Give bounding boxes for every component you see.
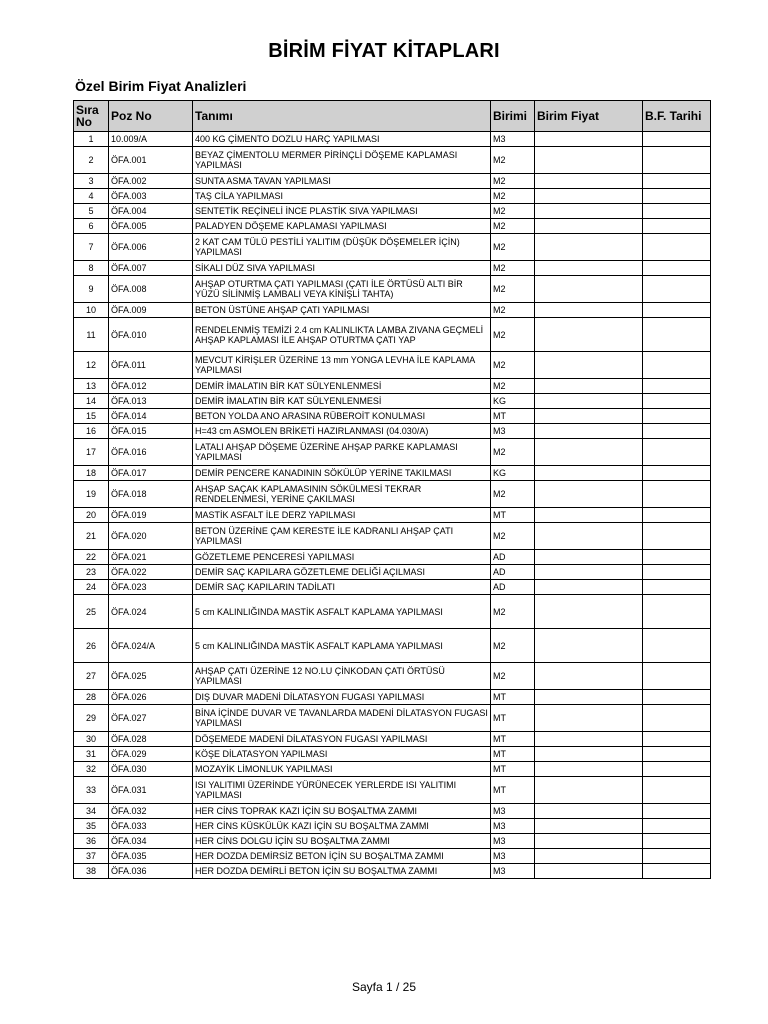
cell-tanimi: DIŞ DUVAR MADENİ DİLATASYON FUGASI YAPILMASI (193, 690, 491, 705)
cell-bf-tarihi (643, 508, 711, 523)
table-row (74, 439, 711, 466)
cell-birim-fiyat (535, 690, 643, 705)
cell-birimi: M2 (491, 595, 535, 629)
table-row (74, 565, 711, 580)
cell-poz-no: ÖFA.011 (109, 352, 193, 379)
table-row (74, 804, 711, 819)
section-subtitle: Özel Birim Fiyat Analizleri (75, 78, 247, 94)
cell-tanimi: PALADYEN DÖŞEME KAPLAMASI YAPILMASI (193, 219, 491, 234)
cell-birimi: M2 (491, 174, 535, 189)
cell-bf-tarihi (643, 189, 711, 204)
table-row (74, 523, 711, 550)
table-row (74, 303, 711, 318)
cell-birimi: M2 (491, 189, 535, 204)
cell-birimi: M2 (491, 523, 535, 550)
cell-birimi: MT (491, 762, 535, 777)
table-row (74, 508, 711, 523)
table-row (74, 629, 711, 663)
cell-sira-no: 37 (74, 849, 109, 864)
cell-bf-tarihi (643, 705, 711, 732)
cell-sira-no: 2 (74, 147, 109, 174)
cell-bf-tarihi (643, 819, 711, 834)
cell-poz-no: ÖFA.036 (109, 864, 193, 879)
cell-tanimi: AHŞAP SAÇAK KAPLAMASININ SÖKÜLMESİ TEKRAR RENDELENMESİ, YERİNE ÇAKILMASI (193, 481, 491, 508)
cell-bf-tarihi (643, 849, 711, 864)
cell-poz-no: ÖFA.021 (109, 550, 193, 565)
cell-bf-tarihi (643, 747, 711, 762)
cell-sira-no: 3 (74, 174, 109, 189)
table-row (74, 379, 711, 394)
cell-bf-tarihi (643, 732, 711, 747)
cell-sira-no: 4 (74, 189, 109, 204)
cell-sira-no: 6 (74, 219, 109, 234)
cell-tanimi: MOZAYİK LİMONLUK YAPILMASI (193, 762, 491, 777)
cell-poz-no: ÖFA.013 (109, 394, 193, 409)
table-row (74, 777, 711, 804)
cell-sira-no: 30 (74, 732, 109, 747)
cell-tanimi: H=43 cm ASMOLEN BRİKETİ HAZIRLANMASI (04.030/A) (193, 424, 491, 439)
cell-birim-fiyat (535, 219, 643, 234)
table-row (74, 394, 711, 409)
cell-tanimi: BİNA İÇİNDE DUVAR VE TAVANLARDA MADENİ DİLATASYON FUGASI YAPILMASI (193, 705, 491, 732)
cell-tanimi: 400 KG ÇİMENTO DOZLU HARÇ YAPILMASI (193, 132, 491, 147)
cell-tanimi: DÖŞEMEDE MADENİ DİLATASYON FUGASI YAPILMASI (193, 732, 491, 747)
cell-poz-no: ÖFA.019 (109, 508, 193, 523)
table-row (74, 705, 711, 732)
cell-bf-tarihi (643, 261, 711, 276)
cell-poz-no: ÖFA.035 (109, 849, 193, 864)
cell-birimi: M2 (491, 303, 535, 318)
table-row (74, 834, 711, 849)
cell-bf-tarihi (643, 234, 711, 261)
cell-tanimi: DEMİR SAÇ KAPILARA GÖZETLEME DELİĞİ AÇILMASI (193, 565, 491, 580)
cell-poz-no: ÖFA.023 (109, 580, 193, 595)
cell-birimi: M3 (491, 804, 535, 819)
cell-tanimi: HER CİNS KÜSKÜLÜK KAZI İÇİN SU BOŞALTMA ZAMMI (193, 819, 491, 834)
cell-birim-fiyat (535, 747, 643, 762)
cell-birim-fiyat (535, 303, 643, 318)
cell-sira-no: 15 (74, 409, 109, 424)
cell-tanimi: ISI YALITIMI ÜZERİNDE YÜRÜNECEK YERLERDE ISI YALITIMI YAPILMASI (193, 777, 491, 804)
cell-bf-tarihi (643, 303, 711, 318)
cell-sira-no: 21 (74, 523, 109, 550)
cell-bf-tarihi (643, 394, 711, 409)
cell-birim-fiyat (535, 523, 643, 550)
cell-birim-fiyat (535, 147, 643, 174)
cell-birimi: MT (491, 777, 535, 804)
cell-birimi: M3 (491, 849, 535, 864)
cell-tanimi: SİKALI DÜZ SIVA YAPILMASI (193, 261, 491, 276)
cell-birim-fiyat (535, 629, 643, 663)
cell-birimi: M2 (491, 439, 535, 466)
cell-bf-tarihi (643, 439, 711, 466)
cell-poz-no: ÖFA.014 (109, 409, 193, 424)
cell-birim-fiyat (535, 777, 643, 804)
cell-bf-tarihi (643, 777, 711, 804)
table-row (74, 147, 711, 174)
cell-bf-tarihi (643, 466, 711, 481)
cell-poz-no: ÖFA.020 (109, 523, 193, 550)
cell-birim-fiyat (535, 819, 643, 834)
cell-sira-no: 17 (74, 439, 109, 466)
col-header-tanimi: Tanımı (193, 101, 491, 132)
cell-tanimi: BETON ÜZERİNE ÇAM KERESTE İLE KADRANLI AHŞAP ÇATI YAPILMASI (193, 523, 491, 550)
table-row (74, 747, 711, 762)
table-row (74, 732, 711, 747)
cell-poz-no: ÖFA.030 (109, 762, 193, 777)
table-row (74, 762, 711, 777)
cell-sira-no: 18 (74, 466, 109, 481)
cell-poz-no: ÖFA.010 (109, 318, 193, 352)
cell-sira-no: 16 (74, 424, 109, 439)
cell-sira-no: 8 (74, 261, 109, 276)
cell-bf-tarihi (643, 352, 711, 379)
cell-sira-no: 10 (74, 303, 109, 318)
cell-birimi: M3 (491, 864, 535, 879)
document-title: BİRİM FİYAT KİTAPLARI (268, 40, 500, 62)
cell-poz-no: ÖFA.022 (109, 565, 193, 580)
cell-sira-no: 14 (74, 394, 109, 409)
cell-poz-no: ÖFA.029 (109, 747, 193, 762)
cell-birimi: M2 (491, 234, 535, 261)
cell-birim-fiyat (535, 705, 643, 732)
cell-bf-tarihi (643, 219, 711, 234)
cell-birimi: KG (491, 466, 535, 481)
cell-tanimi: DEMİR PENCERE KANADININ SÖKÜLÜP YERİNE TAKILMASI (193, 466, 491, 481)
cell-birimi: MT (491, 732, 535, 747)
cell-tanimi: BETON YOLDA ANO ARASINA RÜBEROİT KONULMASI (193, 409, 491, 424)
cell-birimi: M2 (491, 663, 535, 690)
table-row (74, 864, 711, 879)
cell-birimi: MT (491, 747, 535, 762)
cell-sira-no: 33 (74, 777, 109, 804)
cell-poz-no: ÖFA.007 (109, 261, 193, 276)
cell-birimi: M2 (491, 261, 535, 276)
cell-sira-no: 38 (74, 864, 109, 879)
cell-sira-no: 35 (74, 819, 109, 834)
table-row (74, 132, 711, 147)
table-row (74, 219, 711, 234)
cell-birimi: M2 (491, 219, 535, 234)
cell-sira-no: 29 (74, 705, 109, 732)
cell-poz-no: ÖFA.018 (109, 481, 193, 508)
cell-birim-fiyat (535, 352, 643, 379)
table-row (74, 276, 711, 303)
cell-bf-tarihi (643, 523, 711, 550)
cell-birim-fiyat (535, 379, 643, 394)
cell-bf-tarihi (643, 690, 711, 705)
cell-birimi: M2 (491, 481, 535, 508)
cell-tanimi: DEMİR İMALATIN BİR KAT SÜLYENLENMESİ (193, 394, 491, 409)
cell-birimi: AD (491, 550, 535, 565)
col-header-birimi: Birimi (491, 101, 535, 132)
cell-birim-fiyat (535, 481, 643, 508)
cell-bf-tarihi (643, 276, 711, 303)
cell-bf-tarihi (643, 379, 711, 394)
cell-tanimi: DEMİR SAÇ KAPILARIN TADİLATI (193, 580, 491, 595)
cell-bf-tarihi (643, 174, 711, 189)
cell-tanimi: AHŞAP OTURTMA ÇATI YAPILMASI (ÇATI İLE ÖRTÜSÜ ALTI BİR YÜZÜ SİLİNMİŞ LAMBALI VEYA KİNİŞLİ TAHTA) (193, 276, 491, 303)
cell-sira-no: 1 (74, 132, 109, 147)
cell-birimi: MT (491, 508, 535, 523)
cell-birim-fiyat (535, 174, 643, 189)
table-row (74, 174, 711, 189)
col-header-sira-no: Sıra No (74, 101, 109, 132)
cell-birimi: MT (491, 690, 535, 705)
cell-birimi: AD (491, 580, 535, 595)
cell-sira-no: 19 (74, 481, 109, 508)
table-row (74, 690, 711, 705)
cell-bf-tarihi (643, 834, 711, 849)
cell-birimi: M2 (491, 276, 535, 303)
cell-poz-no: ÖFA.025 (109, 663, 193, 690)
cell-tanimi: MASTİK ASFALT İLE DERZ YAPILMASI (193, 508, 491, 523)
cell-birimi: M2 (491, 352, 535, 379)
cell-poz-no: ÖFA.005 (109, 219, 193, 234)
cell-birim-fiyat (535, 804, 643, 819)
cell-birim-fiyat (535, 261, 643, 276)
cell-birimi: M3 (491, 424, 535, 439)
cell-bf-tarihi (643, 595, 711, 629)
table-row (74, 481, 711, 508)
cell-birim-fiyat (535, 132, 643, 147)
cell-birimi: M3 (491, 834, 535, 849)
cell-sira-no: 22 (74, 550, 109, 565)
cell-birimi: M3 (491, 132, 535, 147)
cell-poz-no: ÖFA.012 (109, 379, 193, 394)
cell-sira-no: 9 (74, 276, 109, 303)
cell-sira-no: 32 (74, 762, 109, 777)
cell-birimi: KG (491, 394, 535, 409)
table-row (74, 580, 711, 595)
table-row (74, 819, 711, 834)
cell-birimi: M2 (491, 379, 535, 394)
cell-birim-fiyat (535, 565, 643, 580)
cell-poz-no: ÖFA.024 (109, 595, 193, 629)
cell-poz-no: ÖFA.031 (109, 777, 193, 804)
cell-tanimi: SENTETİK REÇİNELİ İNCE PLASTİK SIVA YAPILMASI (193, 204, 491, 219)
cell-bf-tarihi (643, 580, 711, 595)
cell-bf-tarihi (643, 147, 711, 174)
cell-bf-tarihi (643, 629, 711, 663)
cell-birim-fiyat (535, 394, 643, 409)
cell-poz-no: 10.009/A (109, 132, 193, 147)
cell-bf-tarihi (643, 663, 711, 690)
cell-poz-no: ÖFA.003 (109, 189, 193, 204)
col-header-poz-no: Poz No (109, 101, 193, 132)
table-row (74, 550, 711, 565)
cell-bf-tarihi (643, 409, 711, 424)
table-row (74, 261, 711, 276)
cell-bf-tarihi (643, 204, 711, 219)
cell-birim-fiyat (535, 508, 643, 523)
cell-bf-tarihi (643, 565, 711, 580)
cell-tanimi: BETON ÜSTÜNE AHŞAP ÇATI YAPILMASI (193, 303, 491, 318)
table-row (74, 189, 711, 204)
cell-poz-no: ÖFA.004 (109, 204, 193, 219)
cell-birim-fiyat (535, 276, 643, 303)
table-row (74, 318, 711, 352)
cell-poz-no: ÖFA.006 (109, 234, 193, 261)
cell-birimi: MT (491, 705, 535, 732)
cell-sira-no: 13 (74, 379, 109, 394)
cell-birim-fiyat (535, 762, 643, 777)
cell-bf-tarihi (643, 424, 711, 439)
cell-tanimi: HER DOZDA DEMİRLİ BETON İÇİN SU BOŞALTMA ZAMMI (193, 864, 491, 879)
cell-birim-fiyat (535, 580, 643, 595)
cell-birim-fiyat (535, 864, 643, 879)
cell-poz-no: ÖFA.009 (109, 303, 193, 318)
cell-sira-no: 7 (74, 234, 109, 261)
cell-birimi: M3 (491, 819, 535, 834)
cell-sira-no: 36 (74, 834, 109, 849)
cell-tanimi: TAŞ CİLA YAPILMASI (193, 189, 491, 204)
cell-poz-no: ÖFA.017 (109, 466, 193, 481)
cell-birim-fiyat (535, 234, 643, 261)
cell-tanimi: AHŞAP ÇATI ÜZERİNE 12 NO.LU ÇİNKODAN ÇATI ÖRTÜSÜ YAPILMASI (193, 663, 491, 690)
cell-poz-no: ÖFA.028 (109, 732, 193, 747)
cell-sira-no: 25 (74, 595, 109, 629)
cell-poz-no: ÖFA.001 (109, 147, 193, 174)
cell-sira-no: 26 (74, 629, 109, 663)
cell-birim-fiyat (535, 550, 643, 565)
cell-poz-no: ÖFA.015 (109, 424, 193, 439)
cell-sira-no: 12 (74, 352, 109, 379)
cell-birim-fiyat (535, 732, 643, 747)
cell-tanimi: HER CİNS TOPRAK KAZI İÇİN SU BOŞALTMA ZAMMI (193, 804, 491, 819)
cell-bf-tarihi (643, 481, 711, 508)
cell-tanimi: DEMİR İMALATIN BİR KAT SÜLYENLENMESİ (193, 379, 491, 394)
cell-birim-fiyat (535, 189, 643, 204)
cell-poz-no: ÖFA.002 (109, 174, 193, 189)
cell-bf-tarihi (643, 132, 711, 147)
table-row (74, 466, 711, 481)
table-row (74, 352, 711, 379)
cell-poz-no: ÖFA.026 (109, 690, 193, 705)
col-header-birim-fiyat: Birim Fiyat (535, 101, 643, 132)
cell-birimi: M2 (491, 629, 535, 663)
cell-tanimi: RENDELENMİŞ TEMİZİ 2.4 cm KALINLIKTA LAMBA ZIVANA GEÇMELİ AHŞAP KAPLAMASI İLE AHŞAP OTURTMA ÇATI YAP (193, 318, 491, 352)
cell-birim-fiyat (535, 318, 643, 352)
cell-tanimi: 5 cm KALINLIĞINDA MASTİK ASFALT KAPLAMA YAPILMASI (193, 629, 491, 663)
cell-bf-tarihi (643, 318, 711, 352)
price-analysis-table (73, 100, 711, 879)
cell-birim-fiyat (535, 595, 643, 629)
cell-birim-fiyat (535, 663, 643, 690)
table-row (74, 204, 711, 219)
cell-poz-no: ÖFA.033 (109, 819, 193, 834)
cell-bf-tarihi (643, 762, 711, 777)
cell-birim-fiyat (535, 834, 643, 849)
cell-tanimi: MEVCUT KİRİŞLER ÜZERİNE 13 mm YONGA LEVHA İLE KAPLAMA YAPILMASI (193, 352, 491, 379)
cell-tanimi: HER CİNS DOLGU İÇİN SU BOŞALTMA ZAMMI (193, 834, 491, 849)
cell-tanimi: HER DOZDA DEMİRSİZ BETON İÇİN SU BOŞALTMA ZAMMI (193, 849, 491, 864)
table-header-row (74, 101, 711, 132)
cell-poz-no: ÖFA.024/A (109, 629, 193, 663)
cell-sira-no: 31 (74, 747, 109, 762)
cell-birim-fiyat (535, 849, 643, 864)
cell-sira-no: 5 (74, 204, 109, 219)
cell-tanimi: 2 KAT CAM TÜLÜ PESTİLİ YALITIM (DÜŞÜK DÖŞEMELER İÇİN) YAPILMASI (193, 234, 491, 261)
cell-poz-no: ÖFA.008 (109, 276, 193, 303)
cell-birimi: M2 (491, 204, 535, 219)
cell-birimi: M2 (491, 318, 535, 352)
cell-poz-no: ÖFA.034 (109, 834, 193, 849)
cell-poz-no: ÖFA.032 (109, 804, 193, 819)
cell-sira-no: 23 (74, 565, 109, 580)
cell-birim-fiyat (535, 204, 643, 219)
cell-sira-no: 11 (74, 318, 109, 352)
cell-tanimi: 5 cm KALINLIĞINDA MASTİK ASFALT KAPLAMA YAPILMASI (193, 595, 491, 629)
cell-tanimi: KÖŞE DİLATASYON YAPILMASI (193, 747, 491, 762)
cell-tanimi: BEYAZ ÇİMENTOLU MERMER PİRİNÇLİ DÖŞEME KAPLAMASI YAPILMASI (193, 147, 491, 174)
cell-bf-tarihi (643, 804, 711, 819)
page-number: Sayfa 1 / 25 (351, 980, 417, 994)
table-row (74, 409, 711, 424)
table-row (74, 595, 711, 629)
col-header-bf-tarihi: B.F. Tarihi (643, 101, 711, 132)
cell-birim-fiyat (535, 409, 643, 424)
cell-poz-no: ÖFA.016 (109, 439, 193, 466)
table-row (74, 424, 711, 439)
table-row (74, 234, 711, 261)
cell-bf-tarihi (643, 864, 711, 879)
cell-birimi: M2 (491, 147, 535, 174)
cell-tanimi: GÖZETLEME PENCERESİ YAPILMASI (193, 550, 491, 565)
cell-sira-no: 20 (74, 508, 109, 523)
table-row (74, 663, 711, 690)
cell-sira-no: 27 (74, 663, 109, 690)
cell-tanimi: LATALI AHŞAP DÖŞEME ÜZERİNE AHŞAP PARKE KAPLAMASI YAPILMASI (193, 439, 491, 466)
cell-birimi: MT (491, 409, 535, 424)
cell-birim-fiyat (535, 466, 643, 481)
cell-birim-fiyat (535, 424, 643, 439)
cell-sira-no: 24 (74, 580, 109, 595)
table-row (74, 849, 711, 864)
cell-birim-fiyat (535, 439, 643, 466)
cell-bf-tarihi (643, 550, 711, 565)
cell-tanimi: SUNTA ASMA TAVAN YAPILMASI (193, 174, 491, 189)
cell-birimi: AD (491, 565, 535, 580)
cell-sira-no: 34 (74, 804, 109, 819)
cell-poz-no: ÖFA.027 (109, 705, 193, 732)
cell-sira-no: 28 (74, 690, 109, 705)
